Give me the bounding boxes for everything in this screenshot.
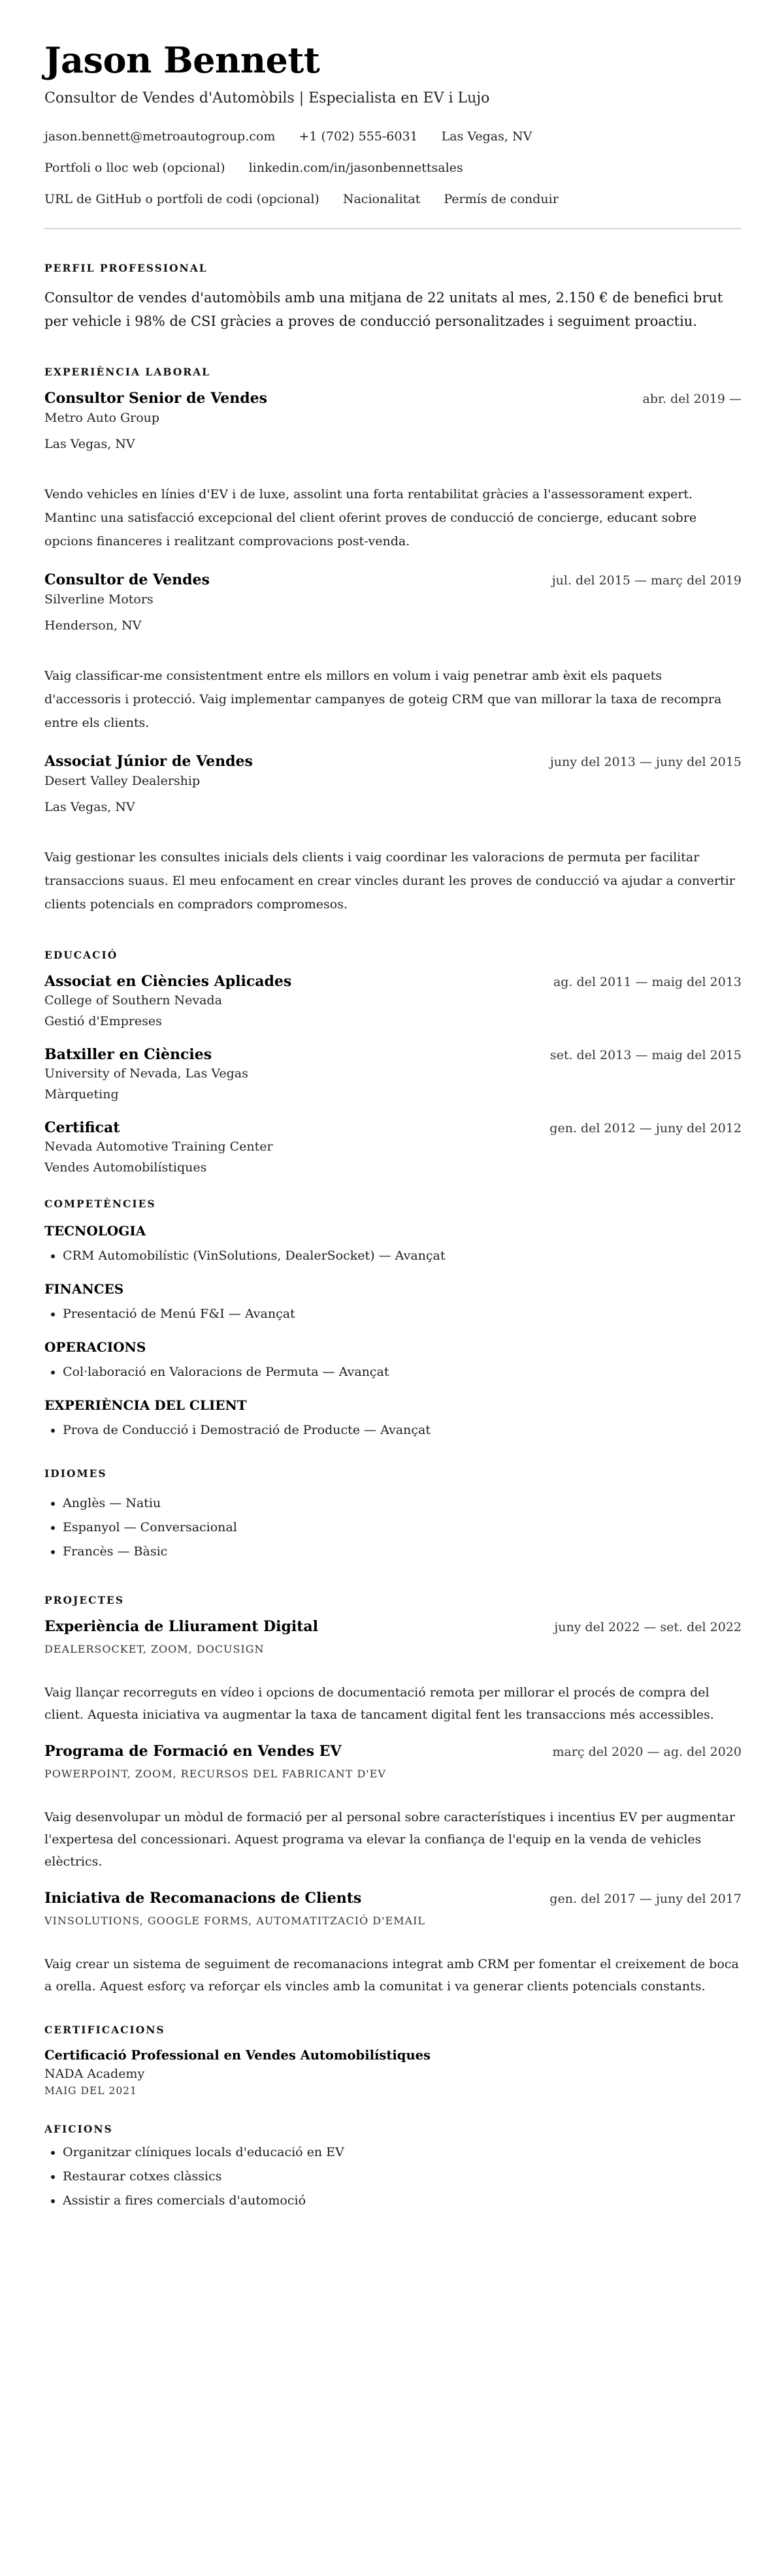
entry-header [44,1890,742,1907]
education-section [44,949,742,1178]
degree-title: Batxiller en Ciències [44,1046,212,1063]
experience-entry [44,571,742,735]
language-item: • Espanyol — Conversacional [63,1516,742,1540]
job-description: Vaig gestionar les consultes inicials dels clients i vaig coordinar les valoracions de permuta per facilitar transaccions suaus. El meu enfocament en crear vincles durant les proves de conducció va ajudar a convertir clients potencials en compradors compromesos. [44,850,735,912]
entry-header [44,973,742,990]
hobbies-section [44,2123,742,2213]
school-name: University of Nevada, Las Vegas [44,1066,248,1081]
job-location: Las Vegas, NV [44,800,135,814]
project-dates: gen. del 2017 — juny del 2017 [549,1892,742,1906]
skills-section [44,1198,742,1442]
entry-header [44,753,742,770]
company-name: Silverline Motors [44,592,154,607]
skill-group-heading: EXPERIÈNCIA DEL CLIENT [44,1397,247,1413]
hobby-item: • Organitzar clíniques locals d'educació en EV [63,2140,742,2165]
degree-title: Associat en Ciències Aplicades [44,973,292,990]
project-technologies: POWERPOINT, ZOOM, RECURSOS DEL FABRICANT D'EV [44,1768,386,1780]
skill-item: • Prova de Conducció i Demostració de Producte — Avançat [63,1418,742,1442]
contact-line [44,152,742,183]
skill-list [44,1418,742,1442]
certification-title: Certificació Professional en Vendes Automobilístiques [44,2048,431,2063]
job-location: Las Vegas, NV [44,437,135,451]
job-title: Associat Júnior de Vendes [44,753,253,770]
project-description: Vaig desenvolupar un mòdul de formació per al personal sobre característiques i incentius EV per augmentar l'expertesa del concessionari. Aquest programa va elevar la confiança de l'equip en la venda de vehicles elèctrics. [44,1810,736,1869]
skill-list [44,1360,742,1384]
project-technologies: VINSOLUTIONS, GOOGLE FORMS, AUTOMATITZACIÓ D'EMAIL [44,1915,426,1927]
entry-header [44,1743,742,1760]
skill-group-heading: TECNOLOGIA [44,1223,146,1239]
job-dates: juny del 2013 — juny del 2015 [549,755,742,769]
degree-title: Certificat [44,1119,120,1136]
job-title: Consultor de Vendes [44,571,210,588]
project-description: Vaig crear un sistema de seguiment de recomanacions integrat amb CRM per fomentar el creixement de boca a orella. Aquest esforç va reforçar els vincles amb la comunitat i va generar clients potencials constants. [44,1957,739,1994]
project-dates: juny del 2022 — set. del 2022 [554,1620,742,1634]
company-name: Metro Auto Group [44,411,160,425]
skill-item: • Presentació de Menú F&I — Avançat [63,1302,742,1326]
languages-section [44,1467,742,1564]
skill-item: • CRM Automobilístic (VinSolutions, DealerSocket) — Avançat [63,1244,742,1268]
skill-list [44,1302,742,1326]
projects-section [44,1594,742,1997]
project-entry [44,1743,742,1873]
hobbies-list [44,2140,742,2213]
certification-entry [44,2048,742,2097]
section-heading: IDIOMES [44,1467,107,1480]
section-heading: AFICIONS [44,2123,113,2135]
education-entry [44,973,742,1032]
entry-header [44,571,742,588]
nationality: Nacionalitat [342,192,421,206]
education-entry [44,1119,742,1178]
header-divider [44,228,742,229]
certification-issuer: NADA Academy [44,2067,145,2081]
school-name: College of Southern Nevada [44,993,222,1008]
entry-header [44,1618,742,1635]
hobby-item: • Assistir a fires comercials d'automoció [63,2189,742,2213]
job-description: Vendo vehicles en línies d'EV i de luxe, assolint una forta rentabilitat gràcies a l'assessorament expert. Mantinc una satisfacció excepcional del client oferint proves de conducció de concierge, educant sobre opcions financeres i realitzant comprovacions post-venda. [44,487,697,549]
education-dates: ag. del 2011 — maig del 2013 [553,975,742,989]
section-heading: PROJECTES [44,1594,125,1606]
contact-line [44,121,742,152]
profile-section [44,262,742,333]
job-dates: jul. del 2015 — març del 2019 [551,573,742,588]
project-description: Vaig llançar recorreguts en vídeo i opcions de documentació remota per millorar el procés de compra del client. Aquesta iniciativa va augmentar la taxa de tancament digital fent les transaccions més accessibles. [44,1685,714,1722]
entry-header [44,390,742,407]
entry-header [44,1046,742,1063]
section-heading: PERFIL PROFESSIONAL [44,262,208,274]
contact-info [44,121,742,215]
skill-group-heading: OPERACIONS [44,1339,146,1355]
field-of-study: Màrqueting [44,1087,119,1102]
email-link[interactable]: jason.bennett@metroautogroup.com [44,129,276,144]
project-title: Iniciativa de Recomanacions de Clients [44,1890,362,1907]
skill-group-heading: FINANCES [44,1281,124,1297]
project-technologies: DEALERSOCKET, ZOOM, DOCUSIGN [44,1643,265,1655]
job-title: Consultor Senior de Vendes [44,390,268,407]
school-name: Nevada Automotive Training Center [44,1139,273,1154]
section-heading: COMPETÈNCIES [44,1198,156,1210]
field-of-study: Vendes Automobilístiques [44,1160,207,1175]
candidate-name: Jason Bennett [44,39,320,81]
section-heading: EDUCACIÓ [44,949,118,961]
section-heading: CERTIFICACIONS [44,2024,165,2036]
candidate-headline: Consultor de Vendes d'Automòbils | Especialista en EV i Lujo [44,90,490,106]
entry-header [44,1119,742,1136]
project-entry [44,1890,742,1997]
driving-license: Permís de conduir [444,192,559,206]
experience-section [44,366,742,916]
linkedin-link[interactable]: linkedin.com/in/jasonbennettsales [248,161,463,175]
education-dates: gen. del 2012 — juny del 2012 [549,1121,742,1136]
project-dates: març del 2020 — ag. del 2020 [552,1745,742,1759]
profile-summary: Consultor de vendes d'automòbils amb una mitjana de 22 unitats al mes, 2.150 € de benefici brut per vehicle i 98% de CSI gràcies a proves de conducció personalitzades i seguiment proactiu. [44,290,723,329]
education-dates: set. del 2013 — maig del 2015 [549,1048,742,1062]
job-description: Vaig classificar-me consistentment entre els millors en volum i vaig penetrar amb èxit els paquets d'accessoris i protecció. Vaig implementar campanyes de goteig CRM que van millorar la taxa de recompra entre els clients. [44,669,722,730]
experience-entry [44,753,742,916]
languages-list [44,1491,742,1564]
certifications-section [44,2024,742,2097]
phone: +1 (702) 555-6031 [299,129,418,144]
company-name: Desert Valley Dealership [44,774,201,788]
experience-entry [44,390,742,553]
project-title: Experiència de Lliurament Digital [44,1618,318,1635]
language-item: • Francès — Bàsic [63,1540,742,1564]
location: Las Vegas, NV [441,129,532,144]
job-dates: abr. del 2019 — [642,392,742,406]
project-title: Programa de Formació en Vendes EV [44,1743,342,1760]
resume-header [44,39,742,229]
portfolio-link[interactable]: Portfoli o lloc web (opcional) [44,161,225,175]
project-entry [44,1618,742,1726]
section-heading: EXPERIÈNCIA LABORAL [44,366,211,378]
certification-date: MAIG DEL 2021 [44,2085,137,2097]
job-location: Henderson, NV [44,618,142,633]
hobby-item: • Restaurar cotxes clàssics [63,2165,742,2189]
contact-line [44,183,742,215]
skill-item: • Col·laboració en Valoracions de Permuta — Avançat [63,1360,742,1384]
github-link[interactable]: URL de GitHub o portfoli de codi (opcional) [44,192,319,206]
language-item: • Anglès — Natiu [63,1491,742,1516]
education-entry [44,1046,742,1105]
skill-list [44,1244,742,1268]
field-of-study: Gestió d'Empreses [44,1014,162,1028]
